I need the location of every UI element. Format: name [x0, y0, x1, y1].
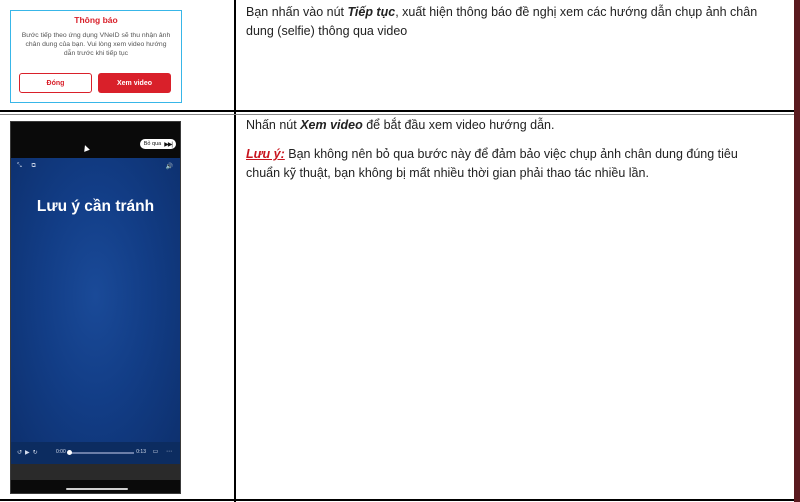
skip-label: Bỏ qua — [143, 141, 162, 147]
progress-track[interactable] — [69, 452, 134, 454]
video-top-bar — [11, 122, 180, 158]
column-divider — [234, 0, 236, 502]
skip-forward-icon: ▶▶| — [164, 141, 172, 148]
note-label: Lưu ý: — [246, 147, 285, 161]
continue-emphasis: Tiếp tục — [347, 5, 396, 19]
volume-icon[interactable]: 🔊 — [165, 164, 173, 170]
watch-video-emphasis: Xem video — [300, 118, 363, 132]
video-heading: Lưu ý cần tránh — [36, 198, 155, 215]
row2-instruction — [246, 116, 774, 135]
cast-more-icons[interactable]: ▭ ⋯ — [152, 449, 175, 455]
close-button[interactable]: Đóng — [19, 73, 92, 93]
row-divider-inner — [0, 114, 794, 115]
rewind-play-forward-icons[interactable]: ↺▶↻ — [17, 450, 41, 456]
dialog-message: Bước tiếp theo ứng dụng VNeID sẽ thu nhận ảnh chân dung của bạn. Vui lòng xem video hướng dẫn trước khi tiếp tục — [21, 32, 171, 57]
video-frame[interactable] — [11, 158, 180, 464]
row2-text-start: Nhấn nút — [246, 118, 301, 132]
phone-bottom-area — [11, 464, 180, 494]
fullscreen-pip-icons[interactable]: ⤡ ⧉ — [17, 163, 40, 169]
watch-video-button[interactable]: Xem video — [98, 73, 171, 93]
time-total: 0:13 — [136, 449, 146, 455]
dialog-title: Thông báo — [74, 15, 118, 25]
row1-description — [246, 3, 774, 40]
skip-button[interactable] — [140, 139, 176, 149]
note-body: Bạn không nên bỏ qua bước này để đảm bảo việc chụp ảnh chân dung đúng tiêu chuẩn kỹ thuật, bạn không bị mất nhiều thời gian phải thao tác nhiều lần. — [246, 147, 738, 180]
table-bottom-border — [0, 499, 794, 501]
row1-text-end: , xuất hiện thông báo đề nghị xem các hướng dẫn chụp ảnh chân dung (selfie) thông qua video — [246, 5, 758, 38]
notification-dialog-screenshot — [10, 10, 182, 103]
row-divider — [0, 110, 794, 112]
bottom-strip — [11, 464, 180, 480]
time-elapsed: 0:00 — [56, 449, 66, 455]
video-controls — [11, 442, 180, 464]
row2-note — [246, 145, 774, 182]
mouse-cursor-icon — [82, 144, 90, 152]
row1-text-start: Bạn nhấn vào nút — [246, 5, 348, 19]
progress-handle[interactable] — [67, 450, 72, 455]
video-player-screenshot — [10, 121, 181, 494]
home-indicator — [66, 488, 128, 490]
page-edge — [794, 0, 800, 502]
row2-text-end: để bắt đầu xem video hướng dẫn. — [362, 118, 555, 132]
